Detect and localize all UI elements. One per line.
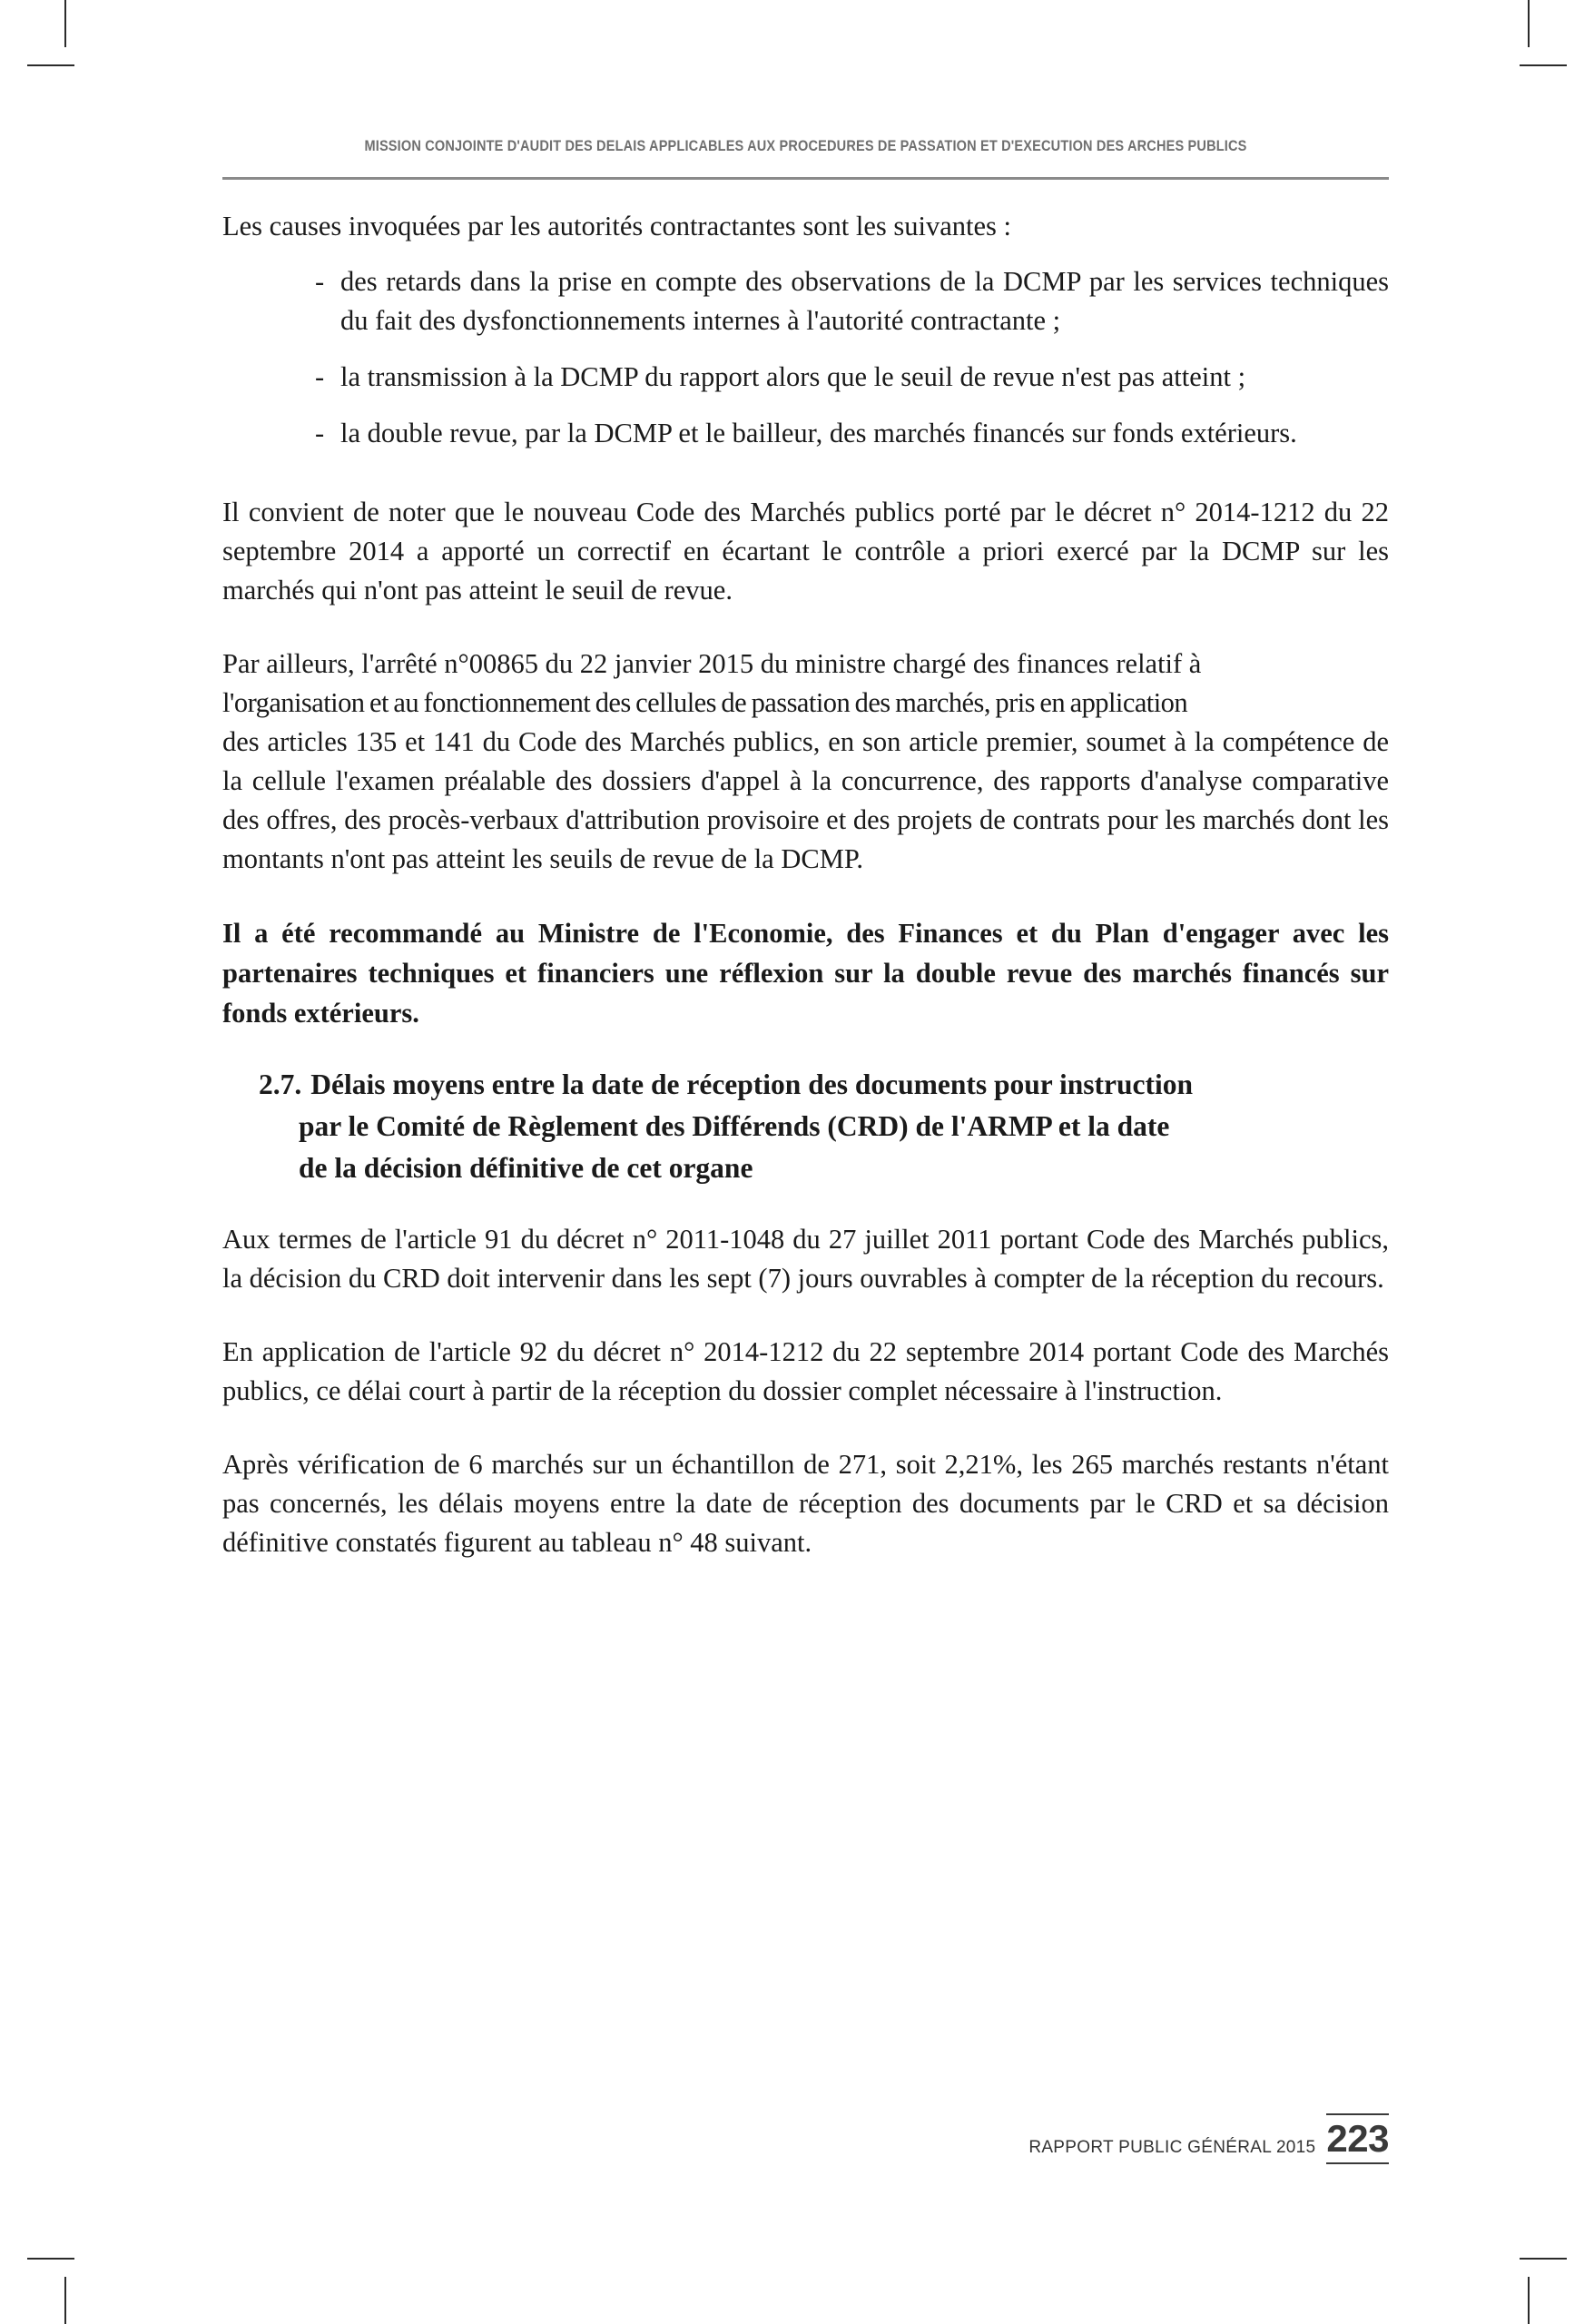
spacer	[222, 1298, 1389, 1333]
list-item	[222, 414, 1389, 453]
paragraph-article-92: En application de l'article 92 du décret n° 2014-1212 du 22 septembre 2014 portant Code des Marchés publics, ce délai court à partir de la réception du dossier complet nécessaire à l'instruction.	[222, 1336, 1389, 1406]
spacer	[222, 879, 1389, 913]
running-head-rule	[222, 177, 1389, 180]
crop-mark-top-left-horizontal	[27, 64, 74, 66]
paragraph-new-code: Il convient de noter que le nouveau Code des Marchés publics porté par le décret n° 2014-1212 du 22 septembre 2014 a apporté un correctif en écartant le contrôle a priori exercé par la DCMP sur les marchés qui n'ont pas atteint le seuil de revue.	[222, 497, 1389, 606]
dash-bullet-icon: -	[315, 361, 325, 392]
list-item-text: la double revue, par la DCMP et le bailleur, des marchés financés sur fonds extérieurs.	[340, 418, 1297, 448]
section-title-line-1: Délais moyens entre la date de réception des documents pour instruction	[310, 1068, 1194, 1100]
paragraph-arrete-line-1: Par ailleurs, l'arrêté n°00865 du 22 janvier 2015 du ministre chargé des finances relatif à	[222, 648, 1202, 679]
folio-box	[1326, 2113, 1389, 2164]
crop-mark-bottom-right-vertical	[1528, 2277, 1530, 2324]
crop-mark-bottom-right-horizontal	[1520, 2258, 1567, 2260]
spacer	[222, 453, 1389, 493]
spacer	[222, 1189, 1389, 1220]
crop-mark-top-right-horizontal	[1520, 64, 1567, 66]
list-item-text: des retards dans la prise en compte des observations de la DCMP par les services techniques du fait des dysfonctionnements internes à l'autorité contractante ;	[340, 266, 1389, 336]
running-head-text: MISSION CONJOINTE D'AUDIT DES DELAIS APPLICABLES AUX PROCEDURES DE PASSATION ET D'EXECUTION DES ARCHES PUBLICS	[364, 138, 1247, 154]
spacer	[222, 610, 1389, 645]
list-item	[222, 358, 1389, 397]
list-item	[222, 262, 1389, 340]
lead-in-paragraph: Les causes invoquées par les autorités contractantes sont les suivantes :	[222, 211, 1011, 241]
dash-bullet-icon: -	[315, 418, 325, 448]
crop-mark-top-right-vertical	[1528, 0, 1530, 47]
spacer	[222, 1033, 1389, 1064]
crop-mark-top-left-vertical	[64, 0, 66, 47]
crop-mark-bottom-left-horizontal	[27, 2258, 74, 2260]
paragraph-arrete-line-2: l'organisation et au fonctionnement des cellules de passation des marchés, pris en application	[222, 687, 1188, 718]
list-item-text: la transmission à la DCMP du rapport alors que le seuil de revue n'est pas atteint ;	[340, 361, 1246, 392]
footer-label: RAPPORT PUBLIC GÉNÉRAL 2015	[1028, 2138, 1316, 2157]
page-number: 223	[1326, 2117, 1389, 2160]
recommendation-paragraph: Il a été recommandé au Ministre de l'Economie, des Finances et du Plan d'engager avec les partenaires techniques et financiers une réflexion sur la double revue des marchés financés sur fonds extérieurs.	[222, 918, 1389, 1029]
paragraph-article-91: Aux termes de l'article 91 du décret n° 2011-1048 du 27 juillet 2011 portant Code des Marchés publics, la décision du CRD doit intervenir dans les sept (7) jours ouvrables à compter de la réception du recours.	[222, 1224, 1389, 1294]
section-title-line-2: par le Comité de Règlement des Différends (CRD) de l'ARMP et la date	[299, 1110, 1170, 1142]
paragraph-arrete-rest: des articles 135 et 141 du Code des Marchés publics, en son article premier, soumet à la compétence de la cellule l'examen préalable des dossiers d'appel à la concurrence, des rapports d'analyse comparative des offres, des procès-verbaux d'attribution provisoire et des projets de contrats pour les marchés dont les montants n'ont pas atteint les seuils de revue de la DCMP.	[222, 726, 1389, 874]
paragraph-verification: Après vérification de 6 marchés sur un échantillon de 271, soit 2,21%, les 265 marchés restants n'étant pas concernés, les délais moyens entre la date de réception des documents par le CRD et sa décision définitive constatés figurent au tableau n° 48 suivant.	[222, 1449, 1389, 1558]
section-heading	[259, 1064, 1389, 1189]
running-head	[222, 138, 1389, 155]
crop-mark-bottom-left-vertical	[64, 2277, 66, 2324]
content-flow	[222, 207, 1389, 1562]
section-title-line-3: de la décision définitive de cet organe	[299, 1152, 753, 1184]
dash-bullet-icon: -	[315, 266, 325, 297]
section-number: 2.7.	[259, 1068, 302, 1100]
causes-list	[222, 262, 1389, 453]
page-footer	[222, 2113, 1389, 2164]
spacer	[222, 1411, 1389, 1445]
page-body	[222, 0, 1389, 2324]
